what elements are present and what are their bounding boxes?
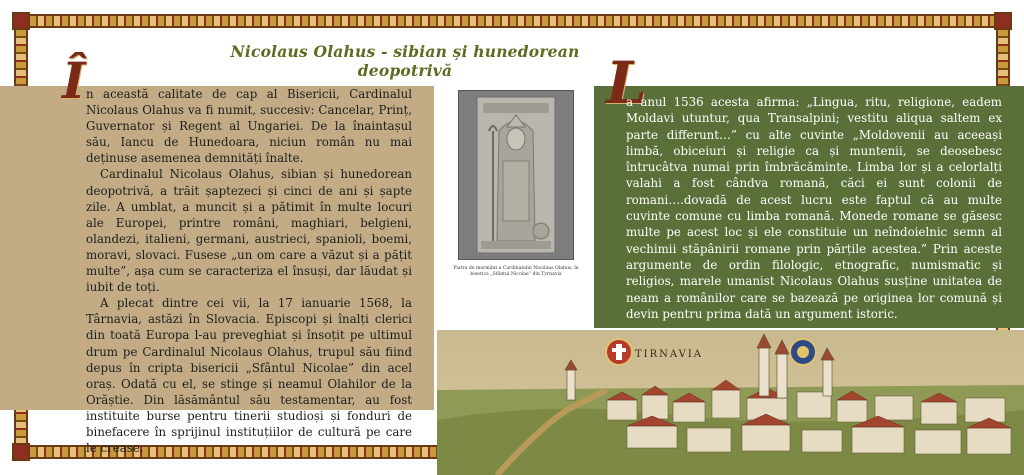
left-paragraph-3: A plecat dintre cei vii, la 17 ianuarie 1568, la Târnavia, astăzi în Slovacia. Episcopi și înalți clerici din toată Europa l-au preveghiat și însoțit pe ultimul drum pe Cardinalul Nicolaus Olahus, trupul său fiind depus în cripta bisericii „Sfântul Nicolae” din acel oraș. Odată cu el, se stinge și neamul Olahilor de la Orăștie. Din lăsământul său testamentar, au fost instituite burse pentru tinerii studioși și fonduri de binefacere în sprijinul instituțiilor de cultură pe care le crease. xyxy=(86,296,412,456)
tombstone-photo xyxy=(458,90,574,260)
left-dropcap: Î xyxy=(62,51,86,110)
right-column-text xyxy=(626,94,1002,322)
coat-of-arms-right xyxy=(790,339,816,365)
top-border xyxy=(14,14,1010,28)
left-column-text xyxy=(86,86,412,456)
coat-of-arms-left xyxy=(606,339,632,365)
left-paragraph-2: Cardinalul Nicolaus Olahus, sibian și hunedorean deopotrivă, a trăit șaptezeci și cinci de ani și șapte zile. A umblat, a muncit și a pătimit în multe locuri ale Europei, printre români, maghiari, belgieni, olandezi, italieni, germani, austrieci, spanioli, boemi, moravi, slovaci. Fusese „un om care a văzut și a pățit multe”, așa cum se caracteriza el însuși, dar lăudat și iubit de toți. xyxy=(86,167,412,295)
right-paragraph: a anul 1536 acesta afirma: „Lingua, ritu, religione, eadem Moldavi utuntur, qua Transalpini; vestitu aliqua saltem ex parte differunt…” cu alte cuvinte „Moldovenii au aceeași limbă, obiceiuri și religie ca și muntenii, se deosebesc întrucâtva numai prin îmbrăcăminte. Limba lor și a celorlalți valahi a fost cândva romană, căci ei sunt colonii de romani….dovadă de acest lucru este faptul că au multe cuvinte comune cu limba romană. Monede romane se găsesc multe pe acest loc și ele constituie un neîndoielnic semn al vechimii stăpânirii romane prin părțile acestea.” Prin aceste argumente de ordin filologic, etnografic, numismatic și religios, marele umanist Nicolaus Olahus susține unitatea de neam a românilor care se bazează pe originea lor comună și devin pentru prima dată un argument istoric. xyxy=(626,95,1002,321)
city-panorama xyxy=(437,330,1024,475)
tombstone-illustration xyxy=(459,91,573,259)
left-paragraph-1: n această calitate de cap al Bisericii, Cardinalul Nicolaus Olahus va fi numit, succesiv: Cancelar, Prinț, Guvernator și Regent al Ungariei. De la înaintașul său, Iancu de Hunedoara, niciun român nu mai deținuse asemenea demnități înalte. xyxy=(86,87,412,166)
page-title: Nicolaus Olahus - sibian și hunedorean deopotrivă xyxy=(230,42,580,80)
tirnavia-painting xyxy=(437,330,1024,475)
right-dropcap: L xyxy=(606,49,647,117)
corner-ornament-tr xyxy=(994,12,1012,30)
painting-label: TIRNAVIA xyxy=(635,349,704,360)
corner-ornament-bl xyxy=(12,443,30,461)
corner-ornament-tl xyxy=(12,12,30,30)
photo-caption: Piatra de mormânt a Cardinalului Nicolaus Olahus, în biserica „Sfântul Nicolae” din Tyrnavia xyxy=(453,266,579,277)
